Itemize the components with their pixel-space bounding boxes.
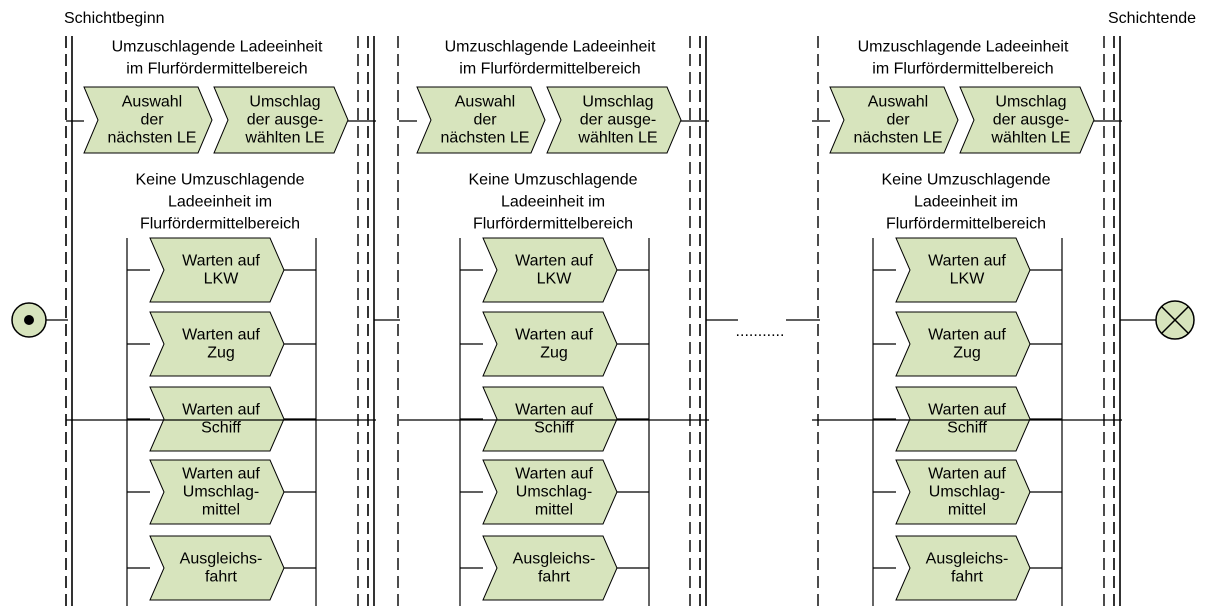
block-2-wait-step-1-label: Zug	[953, 344, 981, 362]
block-1-step-select-le-label: Auswahl	[454, 93, 516, 111]
block-1-load-header: im Flurfördermittelbereich	[459, 60, 641, 78]
block-2-step-transfer-le-label: Umschlag	[995, 93, 1067, 111]
block-2-wait-header: Ladeeinheit im	[913, 193, 1019, 211]
block-1-step-transfer-le-label: wählten LE	[578, 129, 658, 147]
block-2-wait-step-0-label: LKW	[949, 270, 985, 288]
block-2-wait-step-1-label: Warten auf	[928, 326, 1006, 344]
block-2-wait-step-4-label: fahrt	[950, 568, 984, 586]
block-0-wait-step-1-label: Warten auf	[182, 326, 260, 344]
block-0-step-transfer-le-label: wählten LE	[245, 129, 325, 147]
block-2-wait-step-2-label: Warten auf	[928, 401, 1006, 419]
block-2-step-select-le-label: der	[886, 111, 910, 129]
block-2-wait-step-3-label: Umschlag-	[928, 483, 1006, 501]
start-label: Schichtbeginn	[64, 10, 165, 27]
block-1-wait-header: Flurfördermittelbereich	[472, 215, 634, 233]
block-0-step-select-le-label: der	[140, 111, 164, 129]
block-2-step-select-le-label: nächsten LE	[853, 129, 943, 147]
block-2-step-transfer-le-label: der ausge-	[992, 111, 1070, 129]
block-1-step-select-le-label: der	[473, 111, 497, 129]
block-0-wait-header: Flurfördermittelbereich	[139, 215, 301, 233]
block-2-load-header: Umzuschlagende Ladeeinheit	[857, 38, 1069, 56]
block-1-wait-step-4-label: fahrt	[537, 568, 571, 586]
block-1-wait-step-1-label: Zug	[540, 344, 568, 362]
block-0-step-transfer-le-label: der ausge-	[246, 111, 324, 129]
block-0-wait-step-2-label: Schiff	[201, 419, 241, 437]
block-2-wait-step-3-label: Warten auf	[928, 465, 1006, 483]
block-2-load-header: im Flurfördermittelbereich	[872, 60, 1054, 78]
block-0-wait-step-4-label: fahrt	[204, 568, 238, 586]
block-1-step-select-le-label: nächsten LE	[440, 129, 530, 147]
continuation-dots: ...........	[735, 323, 785, 340]
block-2-step-transfer-le-label: wählten LE	[991, 129, 1071, 147]
start-node-dot	[24, 315, 34, 325]
block-0-wait-step-0-label: LKW	[203, 270, 239, 288]
block-2-wait-header: Flurfördermittelbereich	[885, 215, 1047, 233]
block-2-step-select-le-label: Auswahl	[867, 93, 929, 111]
block-1-wait-step-4-label: Ausgleichs-	[512, 550, 596, 568]
block-1-step-transfer-le-label: Umschlag	[582, 93, 654, 111]
block-2-wait-step-0-label: Warten auf	[928, 252, 1006, 270]
block-0-wait-step-0-label: Warten auf	[182, 252, 260, 270]
block-2-wait-header: Keine Umzuschlagende	[881, 171, 1051, 189]
block-1-wait-step-0-label: Warten auf	[515, 252, 593, 270]
block-1-wait-step-3-label: Warten auf	[515, 465, 593, 483]
block-1-load-header: Umzuschlagende Ladeeinheit	[444, 38, 656, 56]
block-0-wait-step-1-label: Zug	[207, 344, 235, 362]
block-1-wait-header: Ladeeinheit im	[500, 193, 606, 211]
block-0-load-header: im Flurfördermittelbereich	[126, 60, 308, 78]
block-0-step-select-le-label: Auswahl	[121, 93, 183, 111]
block-1-step-transfer-le-label: der ausge-	[579, 111, 657, 129]
block-2-wait-step-3-label: mittel	[947, 501, 987, 519]
block-0-wait-step-2-label: Warten auf	[182, 401, 260, 419]
block-0-wait-step-4-label: Ausgleichs-	[179, 550, 263, 568]
block-0-wait-header: Ladeeinheit im	[167, 193, 273, 211]
block-2-wait-step-2-label: Schiff	[947, 419, 987, 437]
block-0-step-select-le-label: nächsten LE	[107, 129, 197, 147]
block-0-wait-step-3-label: mittel	[201, 501, 241, 519]
block-1-wait-step-0-label: LKW	[536, 270, 572, 288]
block-0-wait-header: Keine Umzuschlagende	[135, 171, 305, 189]
block-2-wait-step-4-label: Ausgleichs-	[925, 550, 1009, 568]
block-0-step-transfer-le-label: Umschlag	[249, 93, 321, 111]
block-0-wait-step-3-label: Umschlag-	[182, 483, 260, 501]
block-1-wait-header: Keine Umzuschlagende	[468, 171, 638, 189]
block-1-wait-step-1-label: Warten auf	[515, 326, 593, 344]
block-0-wait-step-3-label: Warten auf	[182, 465, 260, 483]
block-1-wait-step-3-label: Umschlag-	[515, 483, 593, 501]
block-1-wait-step-2-label: Warten auf	[515, 401, 593, 419]
block-1-wait-step-2-label: Schiff	[534, 419, 574, 437]
block-0-load-header: Umzuschlagende Ladeeinheit	[111, 38, 323, 56]
end-label: Schichtende	[1108, 10, 1197, 27]
block-1-wait-step-3-label: mittel	[534, 501, 574, 519]
